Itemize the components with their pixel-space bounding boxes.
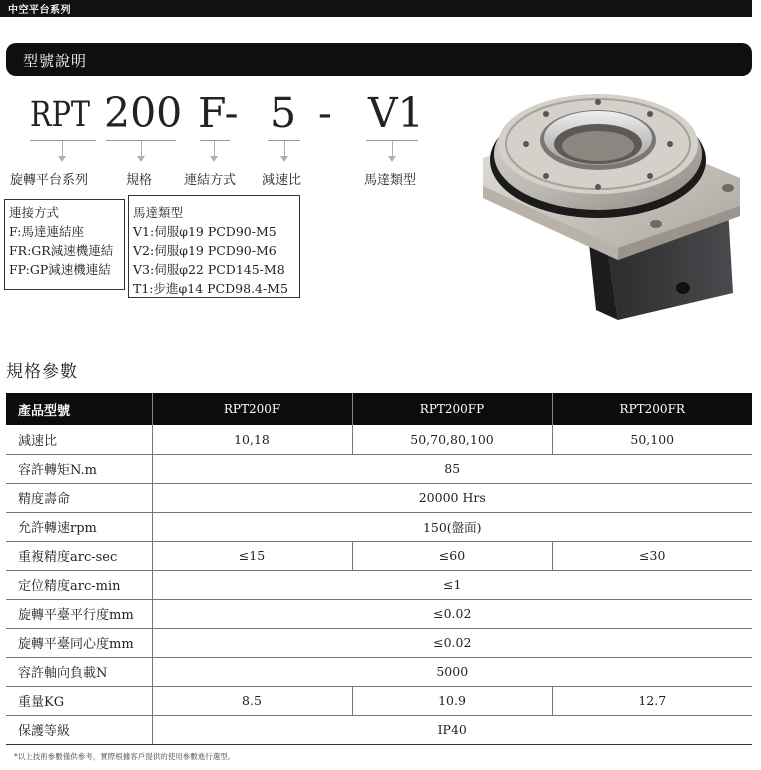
table-row xyxy=(6,686,752,715)
spec-section-title: 規格參數 xyxy=(6,362,78,382)
cell-value: 20000 Hrs xyxy=(152,483,752,512)
table-row xyxy=(6,541,752,570)
row-label: 定位精度arc-min xyxy=(6,570,152,599)
table-row xyxy=(6,657,752,686)
motor-option: V2:伺服φ19 PCD90-M6 xyxy=(133,243,277,258)
ratio-arrow-icon xyxy=(280,156,288,162)
hollow-rotary-platform-image xyxy=(478,88,748,333)
row-label: 重量KG xyxy=(6,686,152,715)
cell-value: 50,100 xyxy=(552,425,752,454)
cell-value: 12.7 xyxy=(552,686,752,715)
label-motor: 馬達類型 xyxy=(364,173,417,188)
label-ratio: 減速比 xyxy=(262,173,302,188)
table-row xyxy=(6,628,752,657)
cell-value: ≤15 xyxy=(152,541,352,570)
cell-value: ≤60 xyxy=(352,541,552,570)
table-row xyxy=(6,512,752,541)
row-label: 允許轉速rpm xyxy=(6,512,152,541)
motor-options-box xyxy=(128,195,300,298)
code-connection: F- xyxy=(198,89,239,137)
row-label: 重複精度arc-sec xyxy=(6,541,152,570)
table-row xyxy=(6,570,752,599)
cell-value: 5000 xyxy=(152,657,752,686)
spec-table-header-row xyxy=(6,393,752,425)
cell-value: 150(盤面) xyxy=(152,512,752,541)
code-ratio: 5 xyxy=(270,89,297,137)
spec-table xyxy=(6,393,752,745)
model-section-title: 型號說明 xyxy=(23,52,88,70)
table-row xyxy=(6,715,752,744)
table-row xyxy=(6,599,752,628)
cell-value: ≤1 xyxy=(152,570,752,599)
connection-option: FP:GP減速機連結 xyxy=(9,262,111,277)
motor-arrow-icon xyxy=(388,156,396,162)
category-title: 中空平台系列 xyxy=(8,5,71,16)
header-cell: RPT200FP xyxy=(352,393,552,425)
connection-arrow-icon xyxy=(210,156,218,162)
row-label: 旋轉平臺同心度mm xyxy=(6,628,152,657)
series-underline xyxy=(30,140,96,141)
row-label: 保護等級 xyxy=(6,715,152,744)
code-size: 200 xyxy=(104,89,183,137)
header-cell: 產品型號 xyxy=(6,393,152,425)
row-label: 容許軸向負載N xyxy=(6,657,152,686)
cell-value: ≤0.02 xyxy=(152,628,752,657)
top-header-bar xyxy=(0,0,752,17)
label-size: 規格 xyxy=(126,173,153,188)
cell-value: ≤0.02 xyxy=(152,599,752,628)
row-label: 減速比 xyxy=(6,425,152,454)
cell-value: 10.9 xyxy=(352,686,552,715)
cell-value: 8.5 xyxy=(152,686,352,715)
header-cell: RPT200F xyxy=(152,393,352,425)
connection-underline xyxy=(200,140,230,141)
motor-box-title: 馬達類型 xyxy=(133,205,184,220)
table-row xyxy=(6,425,752,454)
motor-option: V1:伺服φ19 PCD90-M5 xyxy=(133,224,277,239)
row-label: 旋轉平臺平行度mm xyxy=(6,599,152,628)
series-arrow-icon xyxy=(58,156,66,162)
cell-value: 50,70,80,100 xyxy=(352,425,552,454)
connection-box-title: 連接方式 xyxy=(9,205,60,220)
code-series: RPT xyxy=(30,95,91,135)
model-section-bar xyxy=(6,43,752,76)
row-label: 精度壽命 xyxy=(6,483,152,512)
cell-value: 85 xyxy=(152,454,752,483)
code-motor: V1 xyxy=(368,89,424,137)
connection-option: FR:GR減速機連結 xyxy=(9,243,114,258)
code-dash: - xyxy=(318,89,332,137)
motor-option: T1:步進φ14 PCD98.4-M5 xyxy=(133,281,288,296)
table-row xyxy=(6,483,752,512)
row-label: 容許轉矩N.m xyxy=(6,454,152,483)
connection-option: F:馬達連結座 xyxy=(9,224,84,239)
motor-option: V3:伺服φ22 PCD145-M8 xyxy=(133,262,285,277)
header-cell: RPT200FR xyxy=(552,393,752,425)
table-row xyxy=(6,454,752,483)
size-arrow-icon xyxy=(137,156,145,162)
label-series: 旋轉平台系列 xyxy=(10,173,89,188)
cell-value: ≤30 xyxy=(552,541,752,570)
cell-value: IP40 xyxy=(152,715,752,744)
cell-value: 10,18 xyxy=(152,425,352,454)
label-connection: 連結方式 xyxy=(184,173,237,188)
connection-options-box xyxy=(4,199,125,290)
footnote: *以上技術參數僅供參考，實際根據客戶提供的使用參數進行選型。 xyxy=(14,752,236,761)
